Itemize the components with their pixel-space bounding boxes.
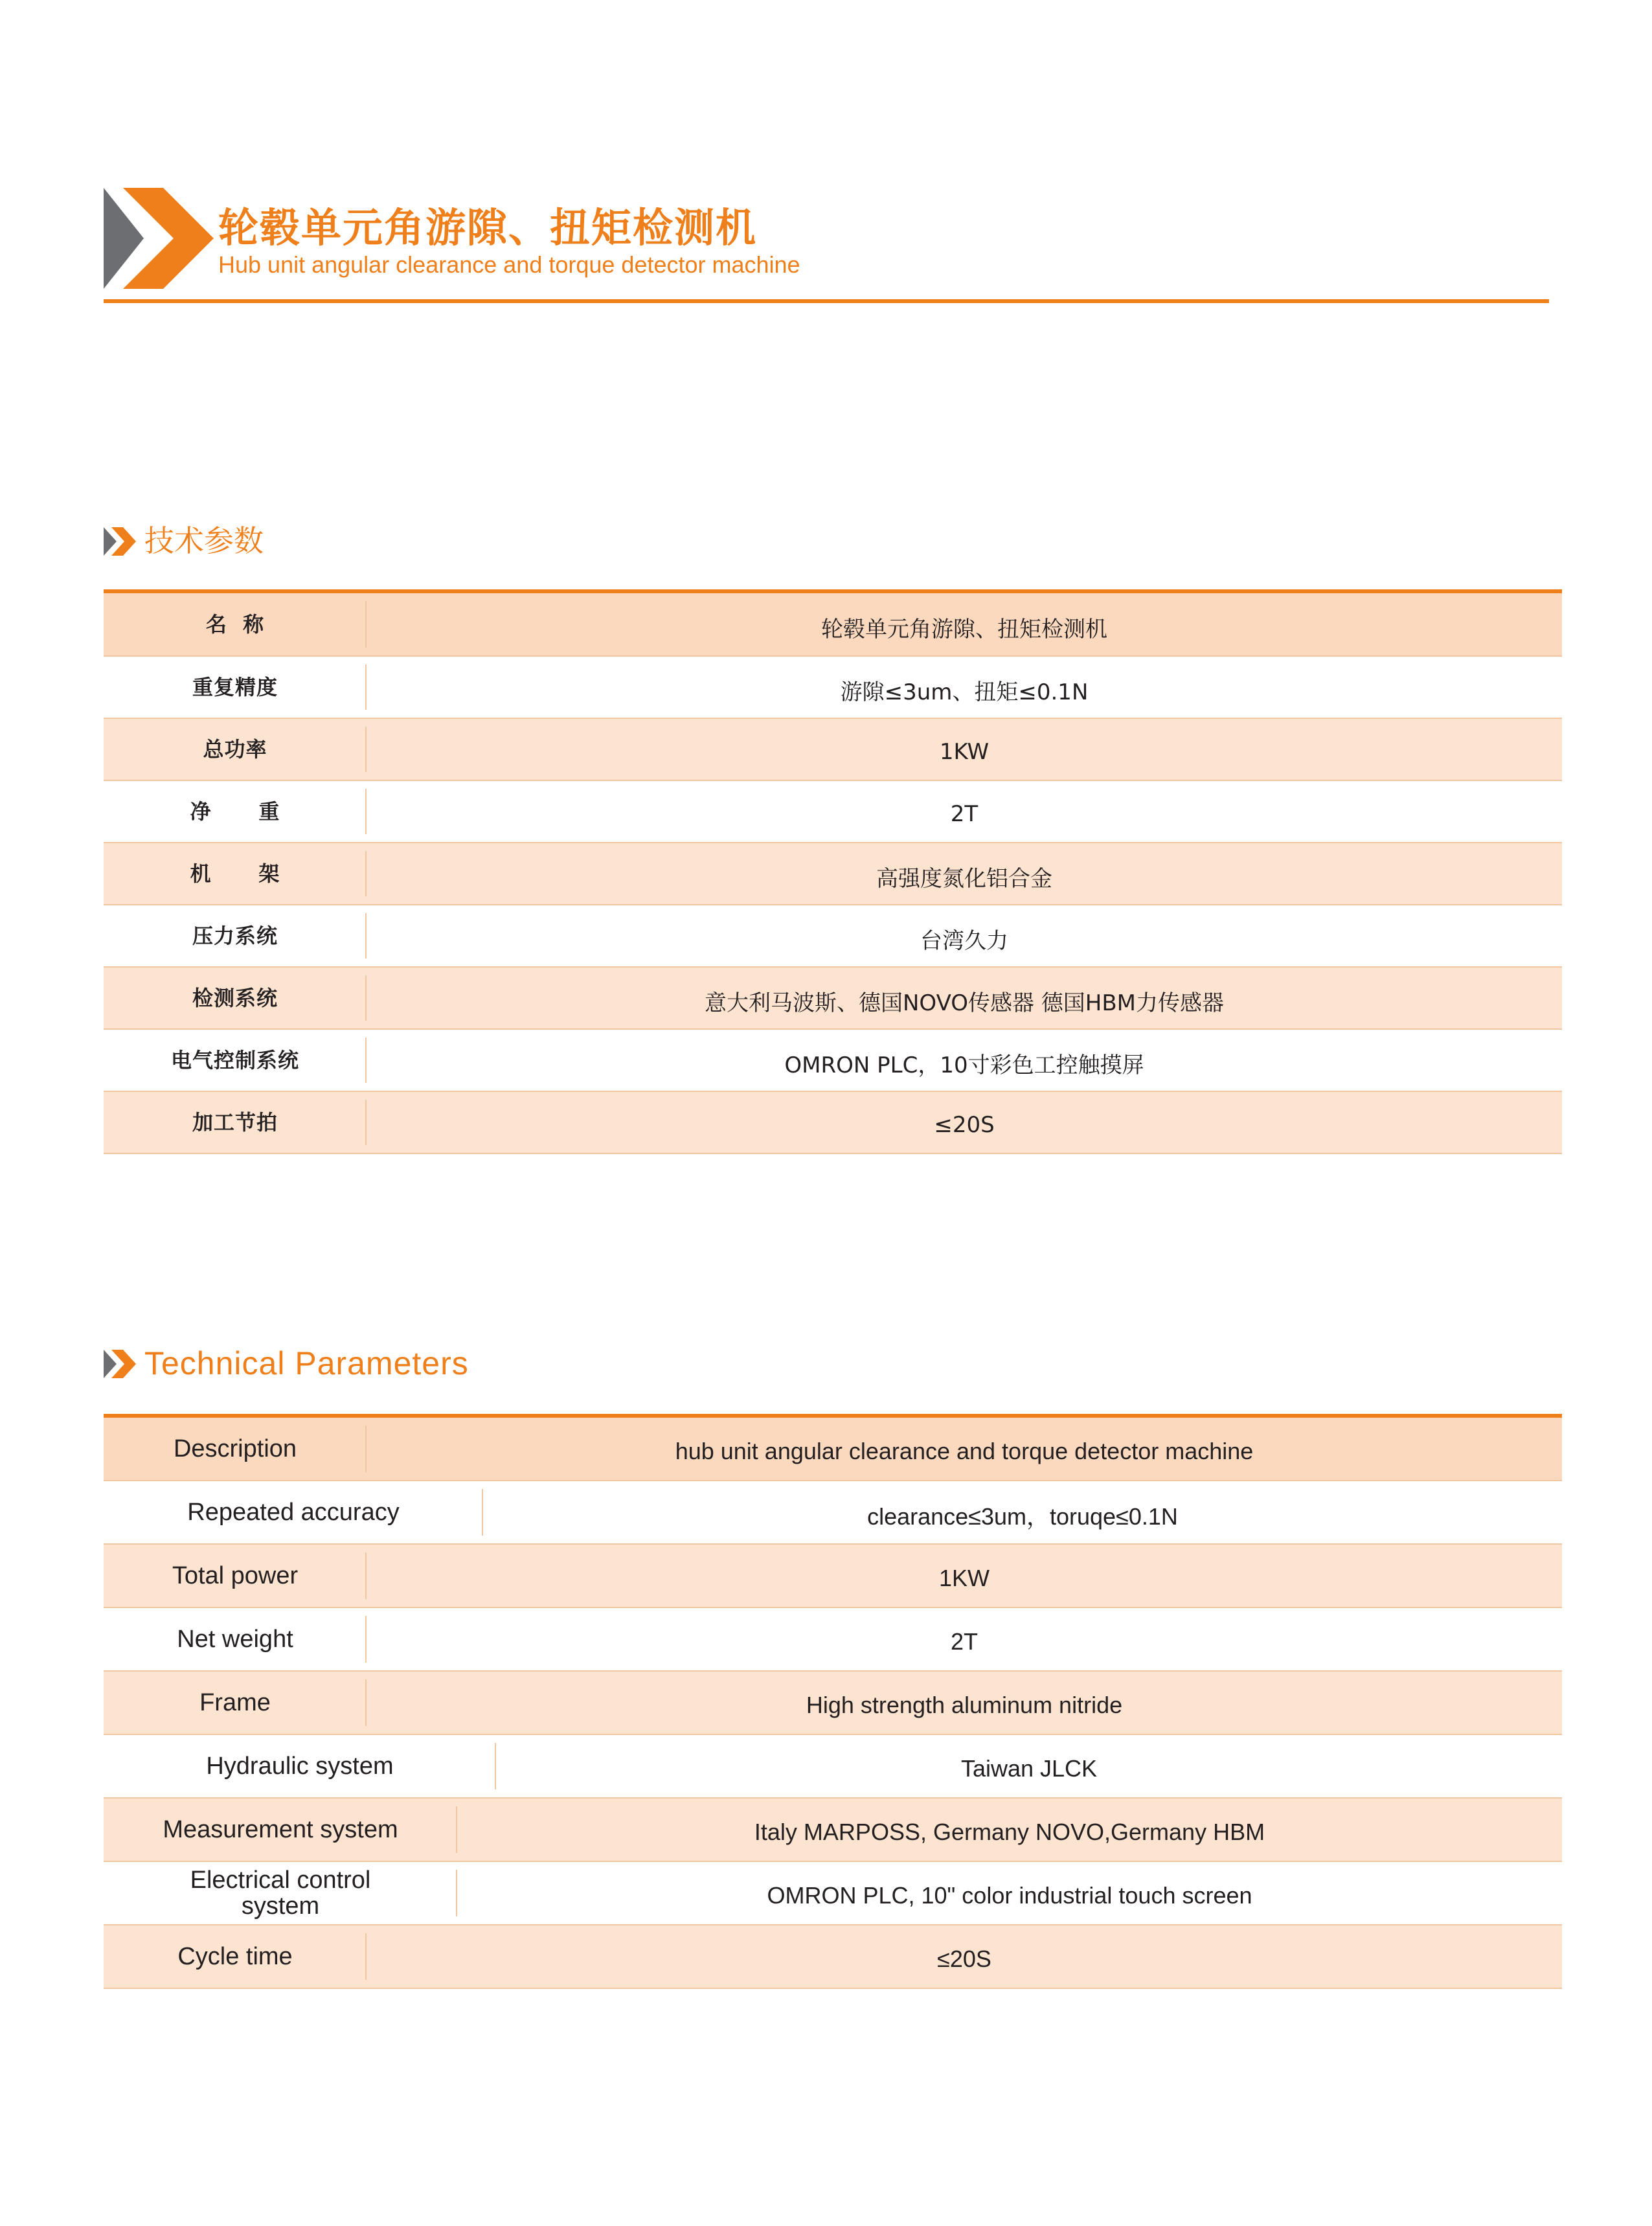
row-label: 机 架 bbox=[104, 843, 367, 904]
row-label: 总功率 bbox=[104, 719, 367, 780]
row-value: OMRON PLC，10寸彩色工控触摸屏 bbox=[784, 1052, 1144, 1078]
page-header bbox=[104, 188, 1549, 304]
row-value: ≤20S bbox=[934, 1112, 995, 1138]
row-value: 游隙≤3um、扭矩≤0.1N bbox=[840, 679, 1089, 705]
table-row bbox=[104, 1925, 1562, 1989]
section-heading-cn bbox=[104, 518, 427, 563]
row-label: 检测系统 bbox=[104, 968, 367, 1028]
spec-table-cn bbox=[104, 589, 1562, 1154]
row-label: 名 称 bbox=[104, 593, 367, 655]
table-row bbox=[104, 1672, 1562, 1735]
row-label: 加工节拍 bbox=[104, 1092, 367, 1153]
row-label: 电气控制系统 bbox=[104, 1030, 367, 1091]
row-value: 意大利马波斯、德国NOVO传感器 德国HBM力传感器 bbox=[704, 990, 1225, 1016]
double-chevron-logo-icon bbox=[104, 188, 214, 289]
header-divider bbox=[104, 299, 1549, 303]
row-label: Measurement system bbox=[104, 1799, 457, 1861]
table-row bbox=[104, 1608, 1562, 1672]
table-row bbox=[104, 1545, 1562, 1608]
table-row bbox=[104, 1418, 1562, 1481]
row-value: 1KW bbox=[938, 1565, 990, 1591]
section-heading-label: 技术参数 bbox=[144, 523, 264, 558]
row-label: Frame bbox=[104, 1672, 367, 1734]
row-value: clearance≤3um，toruqe≤0.1N bbox=[867, 1503, 1178, 1530]
table-row bbox=[104, 1092, 1562, 1154]
row-label: 压力系统 bbox=[104, 905, 367, 966]
chevron-right-icon bbox=[104, 1350, 136, 1378]
section-heading-en bbox=[104, 1341, 622, 1386]
chevron-right-icon bbox=[104, 527, 136, 556]
table-row bbox=[104, 1799, 1562, 1862]
row-value: Taiwan JLCK bbox=[960, 1755, 1098, 1782]
table-row bbox=[104, 843, 1562, 905]
row-label: Total power bbox=[104, 1545, 367, 1607]
table-row bbox=[104, 1030, 1562, 1092]
row-value: 2T bbox=[950, 1628, 978, 1655]
page-title: 轮毂单元角游隙、扭矩检测机 bbox=[218, 204, 758, 251]
row-label: Electrical control system bbox=[104, 1862, 457, 1924]
row-label: Hydraulic system bbox=[104, 1735, 496, 1797]
row-value: 轮毂单元角游隙、扭矩检测机 bbox=[821, 616, 1107, 642]
row-value: 1KW bbox=[939, 739, 990, 765]
row-value: High strength aluminum nitride bbox=[806, 1692, 1123, 1718]
spec-table-en bbox=[104, 1414, 1562, 1989]
table-row bbox=[104, 719, 1562, 781]
table-row bbox=[104, 781, 1562, 843]
table-row bbox=[104, 968, 1562, 1030]
page-subtitle: Hub unit angular clearance and torque detector machine bbox=[218, 251, 800, 278]
table-row bbox=[104, 1735, 1562, 1799]
row-label: 净 重 bbox=[104, 781, 367, 842]
table-row bbox=[104, 905, 1562, 968]
row-value: ≤20S bbox=[937, 1946, 991, 1972]
row-value: 台湾久力 bbox=[920, 927, 1008, 954]
row-value: hub unit angular clearance and torque detector machine bbox=[675, 1438, 1254, 1464]
table-row bbox=[104, 657, 1562, 719]
section-heading-label: Technical Parameters bbox=[144, 1345, 469, 1381]
row-label: Description bbox=[104, 1418, 367, 1480]
table-row bbox=[104, 1862, 1562, 1925]
row-value: 高强度氮化铝合金 bbox=[876, 865, 1052, 892]
table-row bbox=[104, 593, 1562, 657]
row-value: Italy MARPOSS, Germany NOVO,Germany HBM bbox=[754, 1819, 1265, 1845]
table-row bbox=[104, 1481, 1562, 1545]
row-label: 重复精度 bbox=[104, 657, 367, 718]
row-label: Net weight bbox=[104, 1608, 367, 1670]
row-value: OMRON PLC, 10" color industrial touch screen bbox=[767, 1882, 1252, 1909]
row-label: Repeated accuracy bbox=[104, 1481, 483, 1543]
row-value: 2T bbox=[950, 801, 979, 827]
row-label: Cycle time bbox=[104, 1925, 367, 1988]
